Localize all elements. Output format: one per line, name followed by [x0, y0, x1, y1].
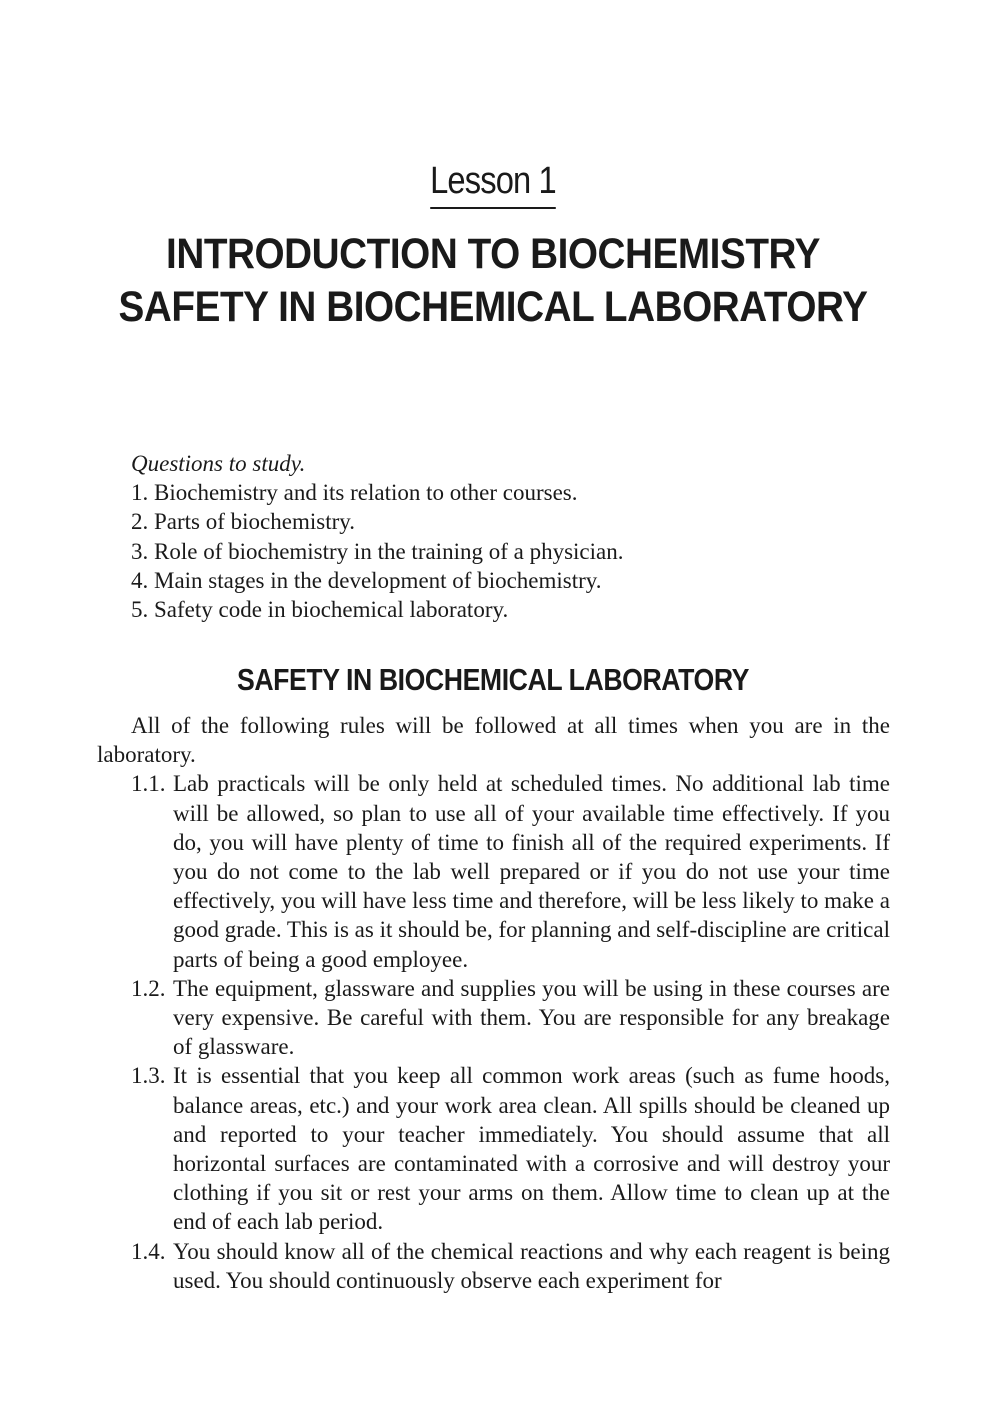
page-title-line-2: SAFETY IN BIOCHEMICAL LABORATORY [118, 283, 868, 331]
rule-item [97, 1237, 890, 1295]
study-question-item: 4. Main stages in the development of biochemistry. [131, 567, 602, 593]
rule-text: Lab practicals will be only held at scheduled times. No additional lab time will be allowed, so plan to use all of your available time effectively. If you do, you will have plenty of time to finish all of the required experiments. If you do not come to the lab well prepared or if you do not use your time effectively, you will have less time and therefore, will be less likely to make a good grade. This is as it should be, for planning and self-discipline are critical parts of being a good employee. [173, 771, 890, 972]
section-content [97, 711, 890, 1295]
page-title-line-1: INTRODUCTION TO BIOCHEMISTRY [166, 230, 820, 278]
rule-item [97, 769, 890, 973]
lesson-label [69, 160, 917, 209]
rule-text: The equipment, glassware and supplies you will be using in these courses are very expensive. Be careful with them. You are responsible for any breakage of glassware. [173, 975, 890, 1060]
rule-item [97, 1061, 890, 1236]
rule-text: You should know all of the chemical reactions and why each reagent is being used. You should continuously observe each experiment for [173, 1238, 890, 1293]
study-questions [131, 449, 891, 624]
study-question-item: 1. Biochemistry and its relation to other courses. [131, 480, 578, 506]
rule-number: 1.1. [131, 771, 166, 797]
section-heading: SAFETY IN BIOCHEMICAL LABORATORY [236, 662, 750, 697]
study-question-item: 3. Role of biochemistry in the training of a physician. [131, 538, 624, 564]
section-intro: All of the following rules will be followed at all times when you are in the laboratory. [97, 713, 890, 768]
page-title [0, 228, 986, 334]
rule-number: 1.4. [131, 1238, 166, 1264]
rule-number: 1.2. [131, 975, 166, 1001]
lesson-label-text: Lesson 1 [430, 160, 556, 209]
study-questions-heading: Questions to study. [131, 451, 306, 476]
rule-item [97, 974, 890, 1062]
rules-list [97, 769, 890, 1295]
rule-number: 1.3. [131, 1063, 166, 1089]
rule-text: It is essential that you keep all common work areas (such as fume hoods, balance areas, etc.) and your work area clean. All spills should be cleaned up and reported to your teacher immediately. You should assume that all horizontal surfaces are contaminated with a corrosive and will destroy your clothing if you sit or rest your arms on them. Allow time to clean up at the end of each lab period. [173, 1063, 890, 1235]
study-question-item: 2. Parts of biochemistry. [131, 509, 356, 535]
study-question-item: 5. Safety code in biochemical laboratory. [131, 597, 509, 623]
